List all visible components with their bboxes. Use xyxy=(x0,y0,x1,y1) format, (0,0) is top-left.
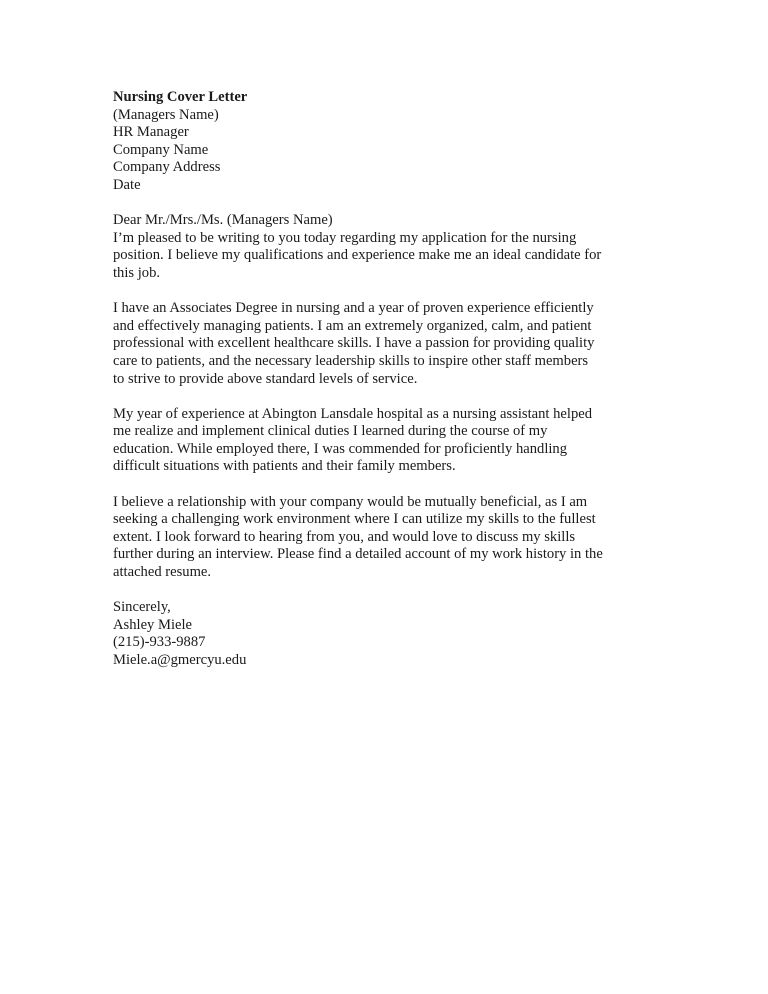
paragraph-line: I’m pleased to be writing to you today regarding my application for the nursing xyxy=(113,229,577,246)
spacer xyxy=(113,283,673,301)
paragraph-line: My year of experience at Abington Lansdale hospital as a nursing assistant helped xyxy=(113,405,593,422)
cover-letter xyxy=(113,89,673,670)
paragraph-line: to strive to provide above standard levels of service. xyxy=(113,370,418,387)
spacer xyxy=(113,388,673,406)
paragraph-line: professional with excellent healthcare skills. I have a passion for providing quality xyxy=(113,335,595,352)
paragraph-intro xyxy=(113,230,673,283)
signer-phone: (215)-933-9887 xyxy=(113,634,206,651)
paragraph-qualifications xyxy=(113,300,673,388)
signature-block xyxy=(113,599,673,669)
paragraph-line: extent. I look forward to hearing from you, and would love to discuss my skills xyxy=(113,528,576,545)
spacer xyxy=(113,195,673,213)
paragraph-experience xyxy=(113,406,673,476)
paragraph-line: further during an interview. Please find a detailed account of my work history in the xyxy=(113,546,603,563)
paragraph-closing xyxy=(113,494,673,582)
paragraph-line: me realize and implement clinical duties I learned during the course of my xyxy=(113,423,548,440)
letter-title: Nursing Cover Letter xyxy=(113,89,248,105)
recipient-role: HR Manager xyxy=(113,124,189,141)
paragraph-line: I have an Associates Degree in nursing and a year of proven experience efficiently xyxy=(113,300,594,317)
paragraph-line: and effectively managing patients. I am an extremely organized, calm, and patient xyxy=(113,317,592,334)
spacer xyxy=(113,476,673,494)
signer-email: Miele.a@gmercyu.edu xyxy=(113,652,247,668)
paragraph-line: I believe a relationship with your company would be mutually beneficial, as I am xyxy=(113,493,588,510)
paragraph-line: care to patients, and the necessary leadership skills to inspire other staff members xyxy=(113,352,589,369)
paragraph-line: seeking a challenging work environment where I can utilize my skills to the fullest xyxy=(113,511,596,528)
valediction: Sincerely, xyxy=(113,599,171,616)
recipient-block xyxy=(113,107,673,195)
paragraph-line: difficult situations with patients and their family members. xyxy=(113,458,456,475)
recipient-company-name: Company Name xyxy=(113,141,209,158)
recipient-company-address: Company Address xyxy=(113,159,221,176)
recipient-manager-name: (Managers Name) xyxy=(113,106,219,123)
salutation: Dear Mr./Mrs./Ms. (Managers Name) xyxy=(113,212,333,229)
signer-name: Ashley Miele xyxy=(113,616,193,633)
paragraph-line: position. I believe my qualifications and experience make me an ideal candidate for xyxy=(113,247,602,264)
paragraph-line: education. While employed there, I was commended for proficiently handling xyxy=(113,440,568,457)
paragraph-line: attached resume. xyxy=(113,564,212,581)
letter-date: Date xyxy=(113,176,141,193)
spacer xyxy=(113,582,673,600)
paragraph-line: this job. xyxy=(113,264,161,281)
